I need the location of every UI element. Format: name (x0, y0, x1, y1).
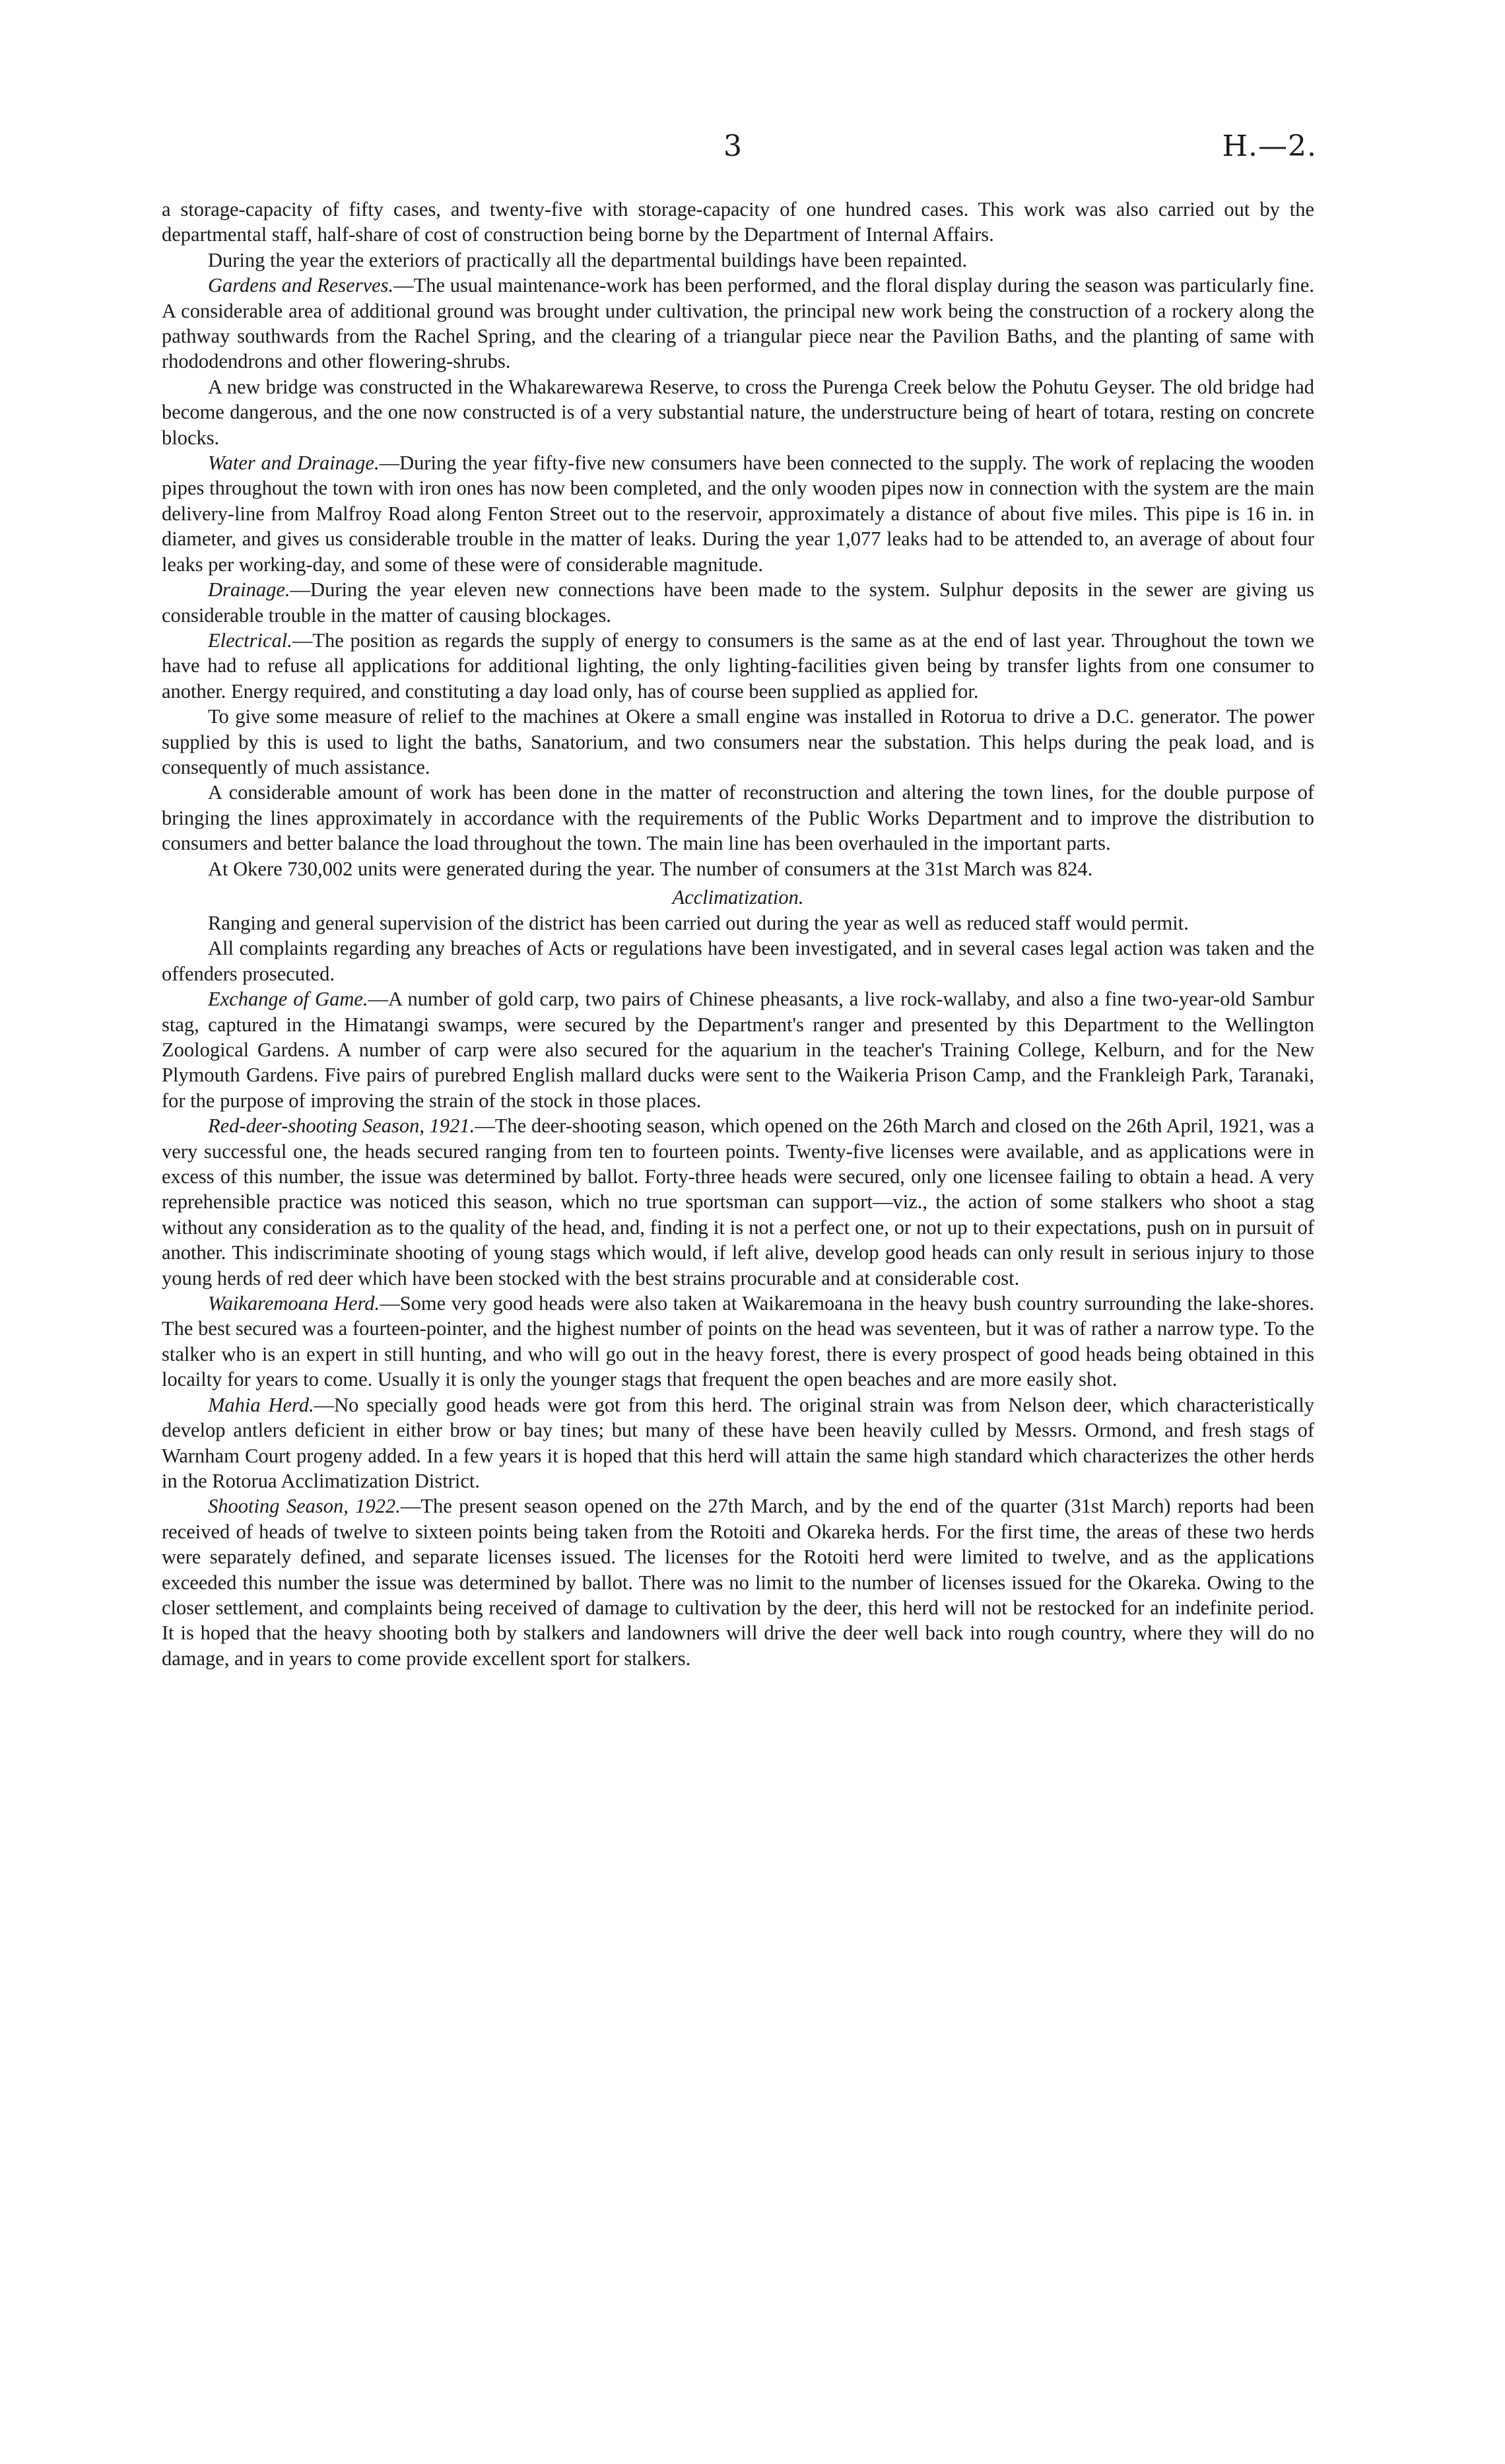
paragraph (162, 273, 1314, 374)
paragraph-heading: Water and Drainage. (208, 452, 380, 475)
paragraph (162, 374, 1314, 450)
page-number: 3 (723, 129, 742, 163)
paragraph-text: At Okere 730,002 units were generated during the year. The number of consumers at the 31st March was 824. (208, 857, 1093, 880)
paragraph (162, 1493, 1314, 1671)
paragraph (162, 1113, 1314, 1291)
paragraph-text: A new bridge was constructed in the Whakarewarewa Reserve, to cross the Purenga Creek below the Pohutu Geyser. The old bridge had become dangerous, and the one now constructed is of a very substantial nature, the understructure being of heart of totara, resting on concrete blocks. (162, 375, 1314, 449)
paragraph (162, 936, 1314, 986)
paragraph-text: a storage-capacity of fifty cases, and twenty-five with storage-capacity of one hundred cases. This work was also carried out by the departmental staff, half-share of cost of construction being borne by the Department of Internal Affairs. (162, 198, 1314, 246)
paragraph-text: —The deer-shooting season, which opened on the 26th March and closed on the 26th April, 1921, was a very successful one, the heads secured ranging from ten to fourteen points. Twenty-five licenses were available, and as applications were in excess of this number, the issue was determined by ballot. Forty-three heads were secured, only one licensee failing to obtain a head. A very reprehensible practice was noticed this season, which no true sportsman can support—viz., the action of some stalkers who shoot a stag without any consideration as to the quality of the head, and, finding it is not a perfect one, or not up to their expectations, push on in pursuit of another. This indiscriminate shooting of young stags which would, if left alive, develop good heads can only result in serious injury to those young herds of red deer which have been stocked with the best strains procurable and at considerable cost. (162, 1114, 1314, 1289)
paragraph-text: A considerable amount of work has been done in the matter of reconstruction and altering the town lines, for the double purpose of bringing the lines approximately in accordance with the requirements of the Public Works Department and to improve the distribution to consumers and better balance the load throughout the town. The main line has been overhauled in the important parts. (162, 781, 1314, 855)
paragraph-heading: Mahia Herd. (208, 1393, 314, 1416)
paragraph-heading: Electrical. (208, 629, 292, 652)
paragraph-heading: Exchange of Game. (208, 988, 368, 1011)
paragraph (162, 450, 1314, 577)
paragraph-text: —No specially good heads were got from this herd. The original strain was from Nelson deer, which characteristically develop antlers deficient in either brow or bay tines; but many of these have been heavily culled by Messrs. Ormond, and fresh stags of Warnham Court progeny added. In a few years it is hoped that this herd will attain the same high standard which characterizes the other herds in the Rotorua Acclimatization District. (162, 1393, 1315, 1492)
paragraph-text: —The present season opened on the 27th March, and by the end of the quarter (31st March) reports had been received of heads of twelve to sixteen points being taken from the Rotoiti and Okareka herds. For the first time, the areas of these two herds were separately defined, and separate licenses issued. The licenses for the Rotoiti herd were limited to twelve, and as the applications exceeded this number the issue was determined by ballot. There was no limit to the number of licenses issued for the Okareka. Owing to the closer settlement, and complaints being received of damage to cultivation by the deer, this herd will not be restocked for an indefinite period. It is hoped that the heavy shooting both by stalkers and landowners will drive the deer well back into rough country, where they will do no damage, and in years to come provide excellent sport for stalkers. (162, 1495, 1314, 1670)
paragraph-heading: Waikaremoana Herd. (208, 1292, 380, 1315)
paragraph (162, 910, 1314, 936)
paragraph (162, 197, 1314, 248)
paragraph-heading: Drainage. (208, 578, 290, 601)
paragraph (162, 1291, 1314, 1392)
paragraph-text: During the year the exteriors of practically all the departmental buildings have been repainted. (208, 248, 968, 271)
paper-code: H.—2. (1222, 129, 1317, 163)
paragraph (162, 1392, 1314, 1494)
paragraph-text: Ranging and general supervision of the district has been carried out during the year as well as reduced staff would permit. (208, 911, 1189, 934)
paragraph-text: —The usual maintenance-work has been performed, and the floral display during the season was particularly fine. A considerable area of additional ground was brought under cultivation, the principal new work being the construction of a rockery along the pathway southwards from the Rachel Spring, and the clearing of a triangular piece near the Pavilion Baths, and the planting of same with rhododendrons and other flowering-shrubs. (162, 274, 1314, 373)
paragraph (162, 577, 1314, 628)
paragraph-heading: Gardens and Reserves. (208, 274, 394, 297)
paragraph (162, 628, 1314, 704)
paragraph-text: —A number of gold carp, two pairs of Chinese pheasants, a live rock-wallaby, and also a fine two-year-old Sambur stag, captured in the Himatangi swamps, were secured by the Department's ranger and presented by this Department to the Wellington Zoological Gardens. A number of carp were also secured for the aquarium in the teacher's Training College, Kelburn, and for the New Plymouth Gardens. Five pairs of purebred English mallard ducks were sent to the Waikeria Prison Camp, and the Frankleigh Park, Taranaki, for the purpose of improving the strain of the stock in those places. (162, 988, 1314, 1112)
paragraph (162, 248, 1314, 273)
page-header (0, 129, 1505, 172)
report-body (162, 197, 1314, 1671)
paragraph-text: —During the year fifty-five new consumers have been connected to the supply. The work of replacing the wooden pipes throughout the town with iron ones has now been completed, and the only wooden pipes now in connection with the system are the main delivery-line from Malfroy Road along Fenton Street out to the reservoir, approximately a distance of about five miles. This pipe is 16 in. in diameter, and gives us considerable trouble in the matter of leaks. During the year 1,077 leaks had to be attended to, an average of about four leaks per working-day, and some of these were of considerable magnitude. (162, 452, 1314, 576)
paragraph-text: To give some measure of relief to the machines at Okere a small engine was installed in Rotorua to drive a D.C. generator. The power supplied by this is used to light the baths, Sanatorium, and two consumers near the substation. This helps during the peak load, and is consequently of much assistance. (162, 705, 1314, 778)
paragraph-heading: Red-deer-shooting Season, 1921. (208, 1114, 475, 1138)
section-heading: Acclimatization. (672, 885, 804, 908)
paragraph (162, 704, 1314, 780)
paragraph-text: —The position as regards the supply of energy to consumers is the same as at the end of last year. Throughout the town we have had to refuse all applications for additional lighting, the only lighting-facilities given being by transfer lights from one consumer to another. Energy required, and constituting a day load only, has of course been supplied as applied for. (162, 629, 1314, 702)
paragraph-text: —Some very good heads were also taken at Waikaremoana in the heavy bush country surrounding the lake-shores. The best secured was a fourteen-pointer, and the highest number of points on the head was seventeen, but it was of rather a narrow type. To the stalker who is an expert in still hunting, and who will go out in the heavy forest, there is every prospect of good heads being obtained in this locailty for years to come. Usually it is only the younger stags that frequent the open beaches and are more easily shot. (162, 1292, 1314, 1391)
paragraph-heading: Shooting Season, 1922. (208, 1495, 401, 1518)
paragraph (162, 986, 1314, 1113)
paragraph-text: —During the year eleven new connections have been made to the system. Sulphur deposits in the sewer are giving us considerable trouble in the matter of causing blockages. (162, 578, 1314, 627)
paragraph (162, 856, 1314, 881)
paragraph (162, 780, 1314, 856)
paragraph-text: All complaints regarding any breaches of Acts or regulations have been investigated, and in several cases legal action was taken and the offenders prosecuted. (162, 937, 1314, 985)
